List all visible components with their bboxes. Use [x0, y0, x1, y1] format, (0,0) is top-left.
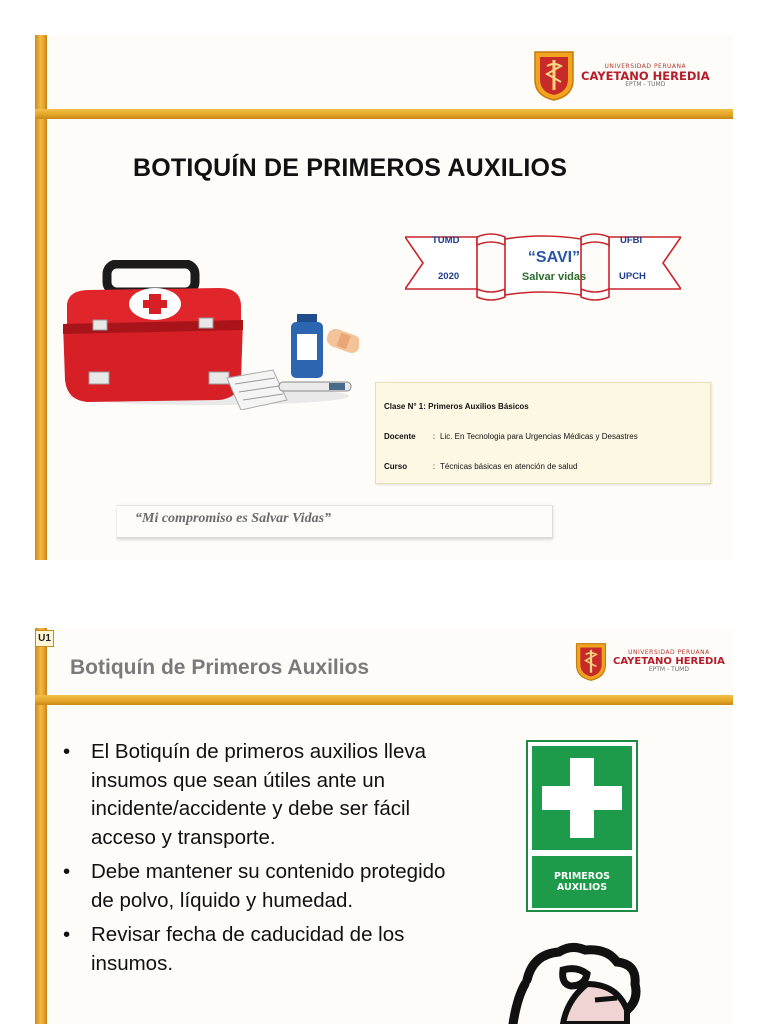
motto-banner: “Mi compromiso es Salvar Vidas”: [117, 505, 553, 539]
docente-label: Docente: [384, 431, 416, 441]
curso-value: Técnicas básicas en atención de salud: [440, 461, 578, 471]
university-crest-icon: [533, 50, 575, 102]
ribbon-left-bottom: 2020: [438, 271, 460, 282]
ribbon-right-bottom: UPCH: [619, 271, 646, 282]
first-aid-kit-illustration: [59, 260, 359, 410]
ribbon-right-top: UFBI: [620, 235, 643, 246]
bullet-item: [59, 858, 459, 915]
bullet-text: Debe mantener su contenido protegido de polvo, líquido y humedad.: [91, 860, 446, 912]
university-logo: [533, 50, 710, 102]
class-number-text: Clase N° 1: Primeros Auxilios Básicos: [384, 401, 529, 411]
sign-label-line1: PRIMEROS: [554, 871, 610, 882]
slide-accent-vertical-bar: [35, 628, 47, 1024]
logo-top-line: UNIVERSIDAD PERUANA: [628, 649, 710, 657]
curso-label: Curso: [384, 461, 408, 471]
bullet-dot: •: [63, 740, 71, 763]
bullet-dot: •: [63, 860, 71, 883]
docente-separator: :: [432, 431, 436, 441]
sign-label-line2: AUXILIOS: [556, 882, 608, 893]
bullet-item: [59, 738, 459, 852]
logo-sub-line: EPTM - TUMD: [648, 666, 689, 674]
logo-sub-line: EPTM - TUMD: [625, 81, 666, 89]
slide-1: [35, 35, 733, 560]
savi-ribbon-banner: [405, 231, 681, 301]
first-aid-sign: [526, 740, 638, 912]
bullet-text: El Botiquín de primeros auxilios lleva insumos que sean útiles ante un incidente/accidente y debe ser fácil acceso y transporte.: [91, 740, 426, 849]
docente-value: Lic. En Tecnologia para Urgencias Médicas y Desastres: [440, 431, 638, 441]
bullet-text: Revisar fecha de caducidad de los insumos.: [91, 923, 405, 975]
bullet-item: [59, 921, 459, 978]
slide-accent-horizontal-bar: [35, 109, 733, 119]
ribbon-main-text: “SAVI”: [527, 249, 581, 266]
slide-accent-horizontal-bar: [35, 695, 733, 705]
slide-2: [35, 628, 733, 1024]
slide-title: Botiquín de Primeros Auxilios: [70, 656, 370, 679]
university-logo: [575, 642, 725, 682]
curso-separator: :: [432, 461, 436, 471]
logo-university-name: CAYETANO HEREDIA: [613, 655, 725, 667]
bullet-dot: •: [63, 923, 71, 946]
logo-university-name: CAYETANO HEREDIA: [581, 68, 710, 83]
logo-top-line: UNIVERSIDAD PERUANA: [604, 62, 687, 70]
first-aid-sign-icon: [532, 746, 632, 850]
bullet-list: [59, 738, 459, 984]
class-info-box: [375, 382, 711, 484]
ribbon-sub-text: Salvar vidas: [521, 271, 587, 283]
slide-title: BOTIQUÍN DE PRIMEROS AUXILIOS: [133, 154, 568, 182]
slide-badge: U1: [35, 630, 54, 647]
ribbon-left-top: TUMD: [432, 235, 460, 246]
hand-drawn-figure-illustration: [467, 940, 657, 1024]
university-crest-icon: [575, 642, 607, 682]
